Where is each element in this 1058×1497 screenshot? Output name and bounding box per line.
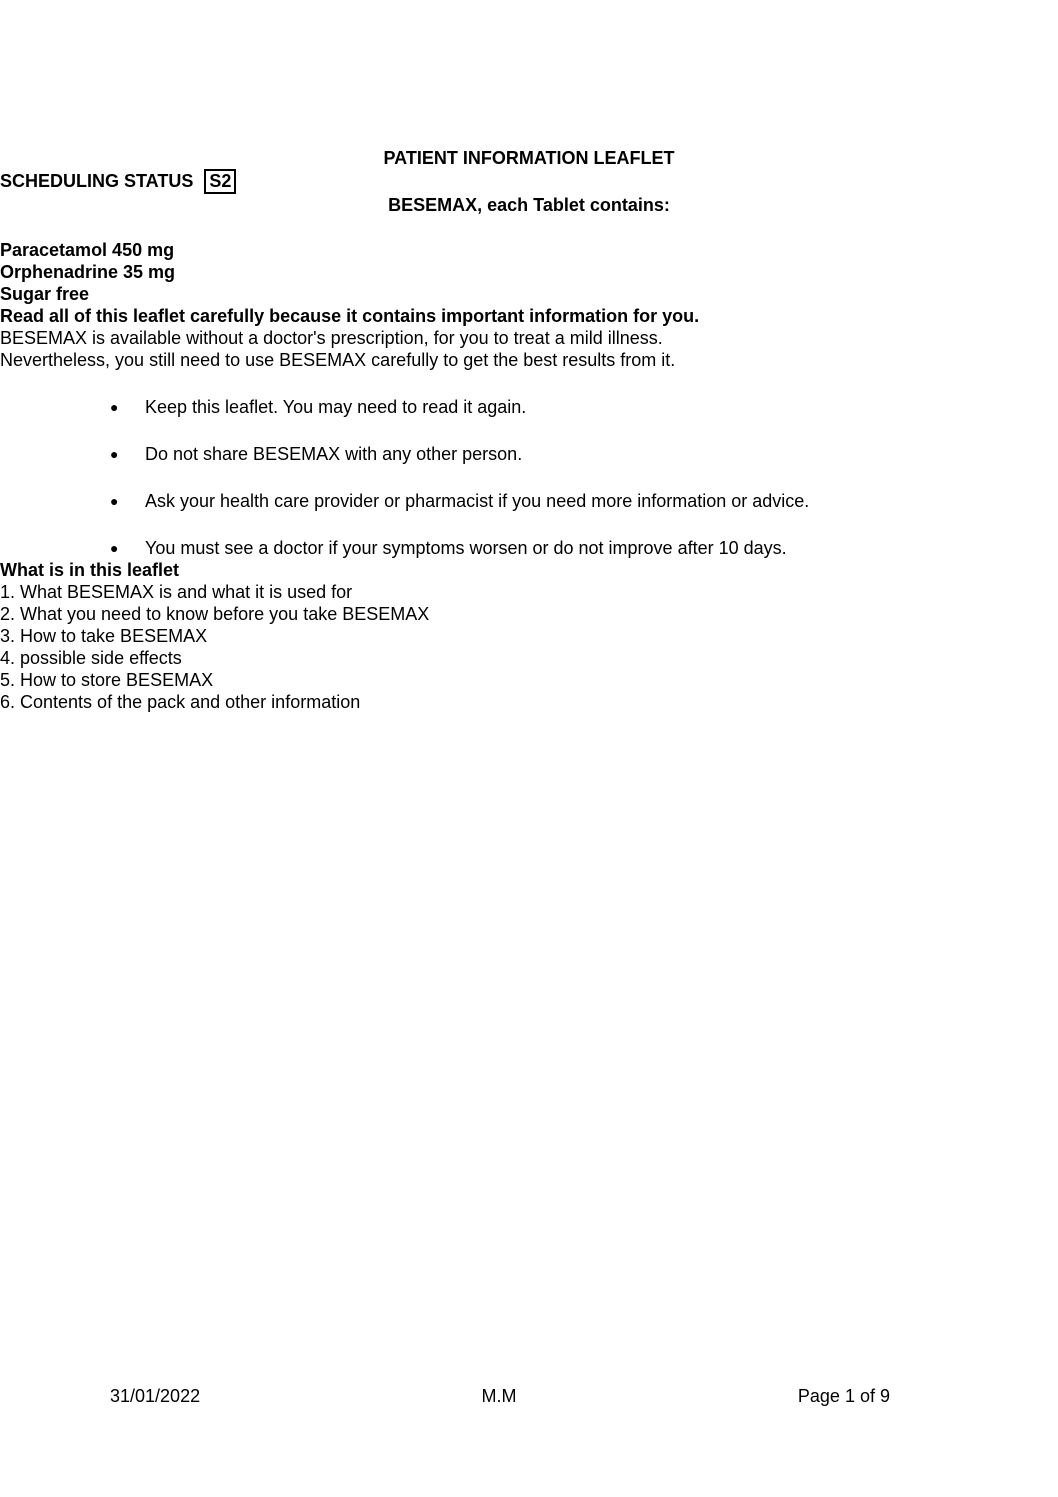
- footer-page-number: Page 1 of 9: [797, 1386, 890, 1406]
- scheduling-status-line: [0, 169, 1058, 194]
- bullet-text: Do not share BESEMAX with any other person.: [145, 444, 523, 464]
- page-footer: [110, 1385, 890, 1407]
- intro-paragraph-availability: BESEMAX is available without a doctor's prescription, for you to treat a mild illness.: [0, 328, 663, 348]
- toc-item-4: 4. possible side effects: [0, 648, 182, 668]
- bullet-text: You must see a doctor if your symptoms worsen or do not improve after 10 days.: [145, 538, 787, 558]
- list-item: [110, 396, 938, 418]
- footer-initials: M.M: [481, 1386, 517, 1406]
- list-item: [110, 443, 938, 465]
- footer-date: 31/01/2022: [110, 1386, 201, 1406]
- list-item: [110, 490, 938, 512]
- intro-heading: Read all of this leaflet carefully because it contains important information for you.: [0, 306, 700, 326]
- list-item: [110, 537, 938, 559]
- bullet-icon: ●: [110, 399, 119, 415]
- toc-item-6: 6. Contents of the pack and other information: [0, 692, 361, 712]
- scheduling-status-label: SCHEDULING STATUS: [0, 171, 194, 191]
- composition-line-sugar-free: Sugar free: [0, 284, 90, 304]
- toc-item-3: 3. How to take BESEMAX: [0, 626, 208, 646]
- bullet-icon: ●: [110, 540, 119, 556]
- toc-item-5: 5. How to store BESEMAX: [0, 670, 214, 690]
- toc-item-1: 1. What BESEMAX is and what it is used for: [0, 582, 353, 602]
- bullet-text: Ask your health care provider or pharmacist if you need more information or advice.: [145, 491, 810, 511]
- composition-line-orphenadrine: Orphenadrine 35 mg: [0, 262, 176, 282]
- intro-bullet-list: [0, 396, 1058, 559]
- intro-paragraph-careful-use: Nevertheless, you still need to use BESEMAX carefully to get the best results from it.: [0, 350, 676, 370]
- composition-heading: BESEMAX, each Tablet contains:: [388, 195, 670, 215]
- toc-heading: What is in this leaflet: [0, 560, 180, 580]
- composition-line-paracetamol: Paracetamol 450 mg: [0, 240, 175, 260]
- bullet-icon: ●: [110, 446, 119, 462]
- bullet-text: Keep this leaflet. You may need to read it again.: [145, 397, 527, 417]
- scheduling-status-badge: S2: [204, 169, 236, 194]
- bullet-icon: ●: [110, 493, 119, 509]
- page-title: PATIENT INFORMATION LEAFLET: [383, 148, 675, 168]
- toc-item-2: 2. What you need to know before you take BESEMAX: [0, 604, 430, 624]
